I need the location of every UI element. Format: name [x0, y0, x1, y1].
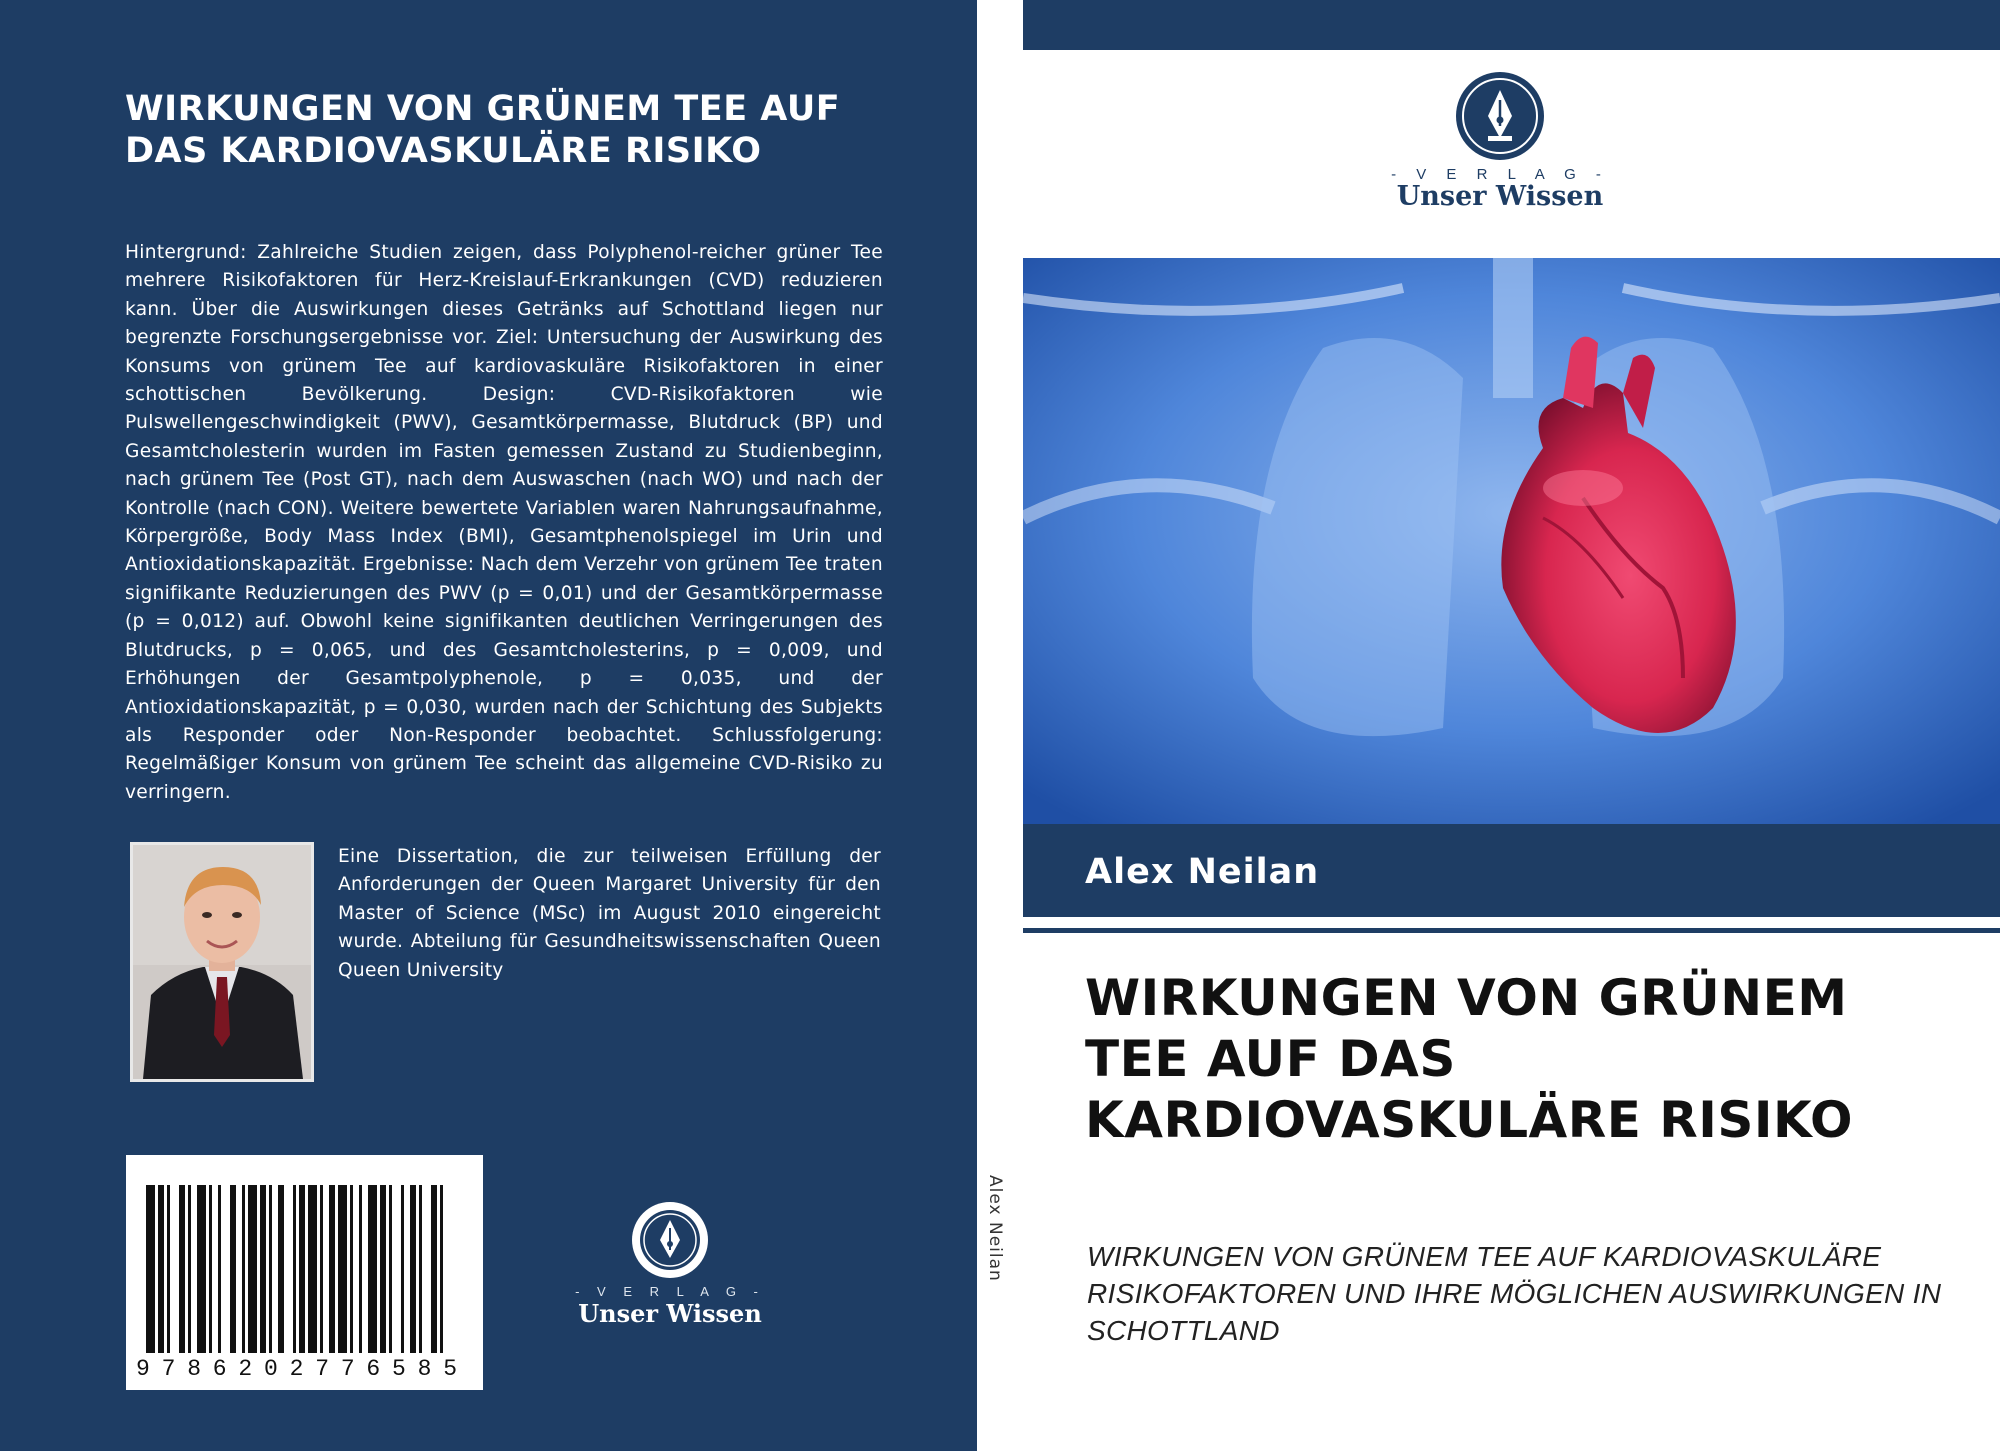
barcode-bars [126, 1155, 483, 1390]
back-cover-title: WIRKUNGEN VON GRÜNEM TEE AUF DAS KARDIOVASKULÄRE RISIKO [125, 89, 841, 171]
barcode-bar [146, 1185, 155, 1353]
front-top-bar [1023, 0, 2000, 50]
barcode-bar [440, 1185, 443, 1353]
pen-nib-seal-icon [1454, 70, 1546, 162]
barcode-bar [248, 1185, 257, 1353]
front-logo-name: Unser Wissen [1396, 181, 1604, 212]
front-publisher-logo [1390, 70, 1610, 212]
barcode-bar [299, 1185, 305, 1353]
barcode-bar [179, 1185, 185, 1353]
barcode-bar [329, 1185, 335, 1353]
barcode-bar [380, 1185, 386, 1353]
barcode-bar [293, 1185, 296, 1353]
author-bar [1023, 824, 2000, 917]
front-title: WIRKUNGEN VON GRÜNEM TEE AUF DAS KARDIOVASKULÄRE RISIKO [1085, 969, 1854, 1149]
barcode-bar [158, 1185, 164, 1353]
anatomical-heart-image [1023, 258, 2000, 824]
back-logo-verlag: - V E R L A G - [575, 1284, 765, 1299]
back-publisher-logo [565, 1200, 775, 1330]
barcode-bar [269, 1185, 272, 1353]
barcode-bar [209, 1185, 212, 1353]
barcode-bar [218, 1185, 221, 1353]
barcode-bar [197, 1185, 206, 1353]
barcode-bar [431, 1185, 437, 1353]
barcode-bar [368, 1185, 377, 1353]
front-subtitle: WIRKUNGEN VON GRÜNEM TEE AUF KARDIOVASKULÄRE RISIKOFAKTOREN UND IHRE MÖGLICHEN AUSWIRKUNGEN IN SCHOTTLAND [1087, 1241, 1942, 1346]
barcode [126, 1155, 483, 1390]
author-bio: Eine Dissertation, die zur teilweisen Erfüllung der Anforderungen der Queen Margaret University für den Master of Science (MSc) im August 2010 eingereicht wurde. Abteilung für Gesundheitswissenschaften Queen Queen University [338, 846, 881, 981]
spine-author: Alex Neilan [985, 1175, 1005, 1282]
barcode-bar [410, 1185, 416, 1353]
author-photo-image [133, 845, 311, 1079]
front-author-name: Alex Neilan [1085, 852, 1320, 892]
barcode-bar [350, 1185, 353, 1353]
pen-nib-seal-icon [630, 1200, 710, 1280]
cover-heart-illustration [1023, 258, 2000, 824]
barcode-bar [320, 1185, 323, 1353]
barcode-bar [338, 1185, 347, 1353]
barcode-bar [401, 1185, 404, 1353]
barcode-bar [242, 1185, 245, 1353]
barcode-bar [308, 1185, 317, 1353]
barcode-bar [419, 1185, 422, 1353]
barcode-bar [278, 1185, 284, 1353]
divider [1023, 928, 2000, 933]
back-cover [0, 0, 977, 1451]
isbn-digits: 9786202776585 [136, 1356, 469, 1382]
front-logo-verlag: - V E R L A G - [1391, 166, 1609, 183]
barcode-bar [260, 1185, 266, 1353]
barcode-bar [188, 1185, 191, 1353]
barcode-bar [230, 1185, 236, 1353]
back-cover-abstract: Hintergrund: Zahlreiche Studien zeigen, dass Polyphenol-reicher grüner Tee mehrere Risikofaktoren für Herz-Kreislauf-Erkrankungen (CVD) reduzieren kann. Über die Auswirkungen dieses Getränks auf Schottland liegen nur begrenzte Forschungsergebnisse vor. Ziel: Untersuchung der Auswirkung des Konsums von grünem Tee auf kardiovaskuläre Risikofaktoren in einer schottischen Bevölkerung. Design: CVD-Risikofaktoren wie Pulswellengeschwindigkeit (PWV), Gesamtkörpermasse, Blutdruck (BP) und Gesamtcholesterin wurden im Fasten gemessen Zustand zu Studienbeginn, nach grünem Tee (Post GT), nach dem Auswaschen (nach WO) und nach der Kontrolle (nach CON). Weitere bewertete Variablen waren Nahrungsaufnahme, Körpergröße, Body Mass Index (BMI), Gesamtphenolspiegel im Urin und Antioxidationskapazität. Ergebnisse: Nach dem Verzehr von grünem Tee traten signifikante Reduzierungen des PWV (p = 0,01) und der Gesamtkörpermasse (p = 0,012) auf. Obwohl keine signifikanten deutlichen Verringerungen des Blutdrucks, p = 0,065, und des Gesamtcholesterins, p = 0,009, und Erhöhungen der Gesamtpolyphenole, p = 0,035, und der Antioxidationskapazität, p = 0,030, wurden nach der Schichtung des Subjekts als Responder oder Non-Responder beobachtet. Schlussfolgerung: Regelmäßiger Konsum von grünem Tee scheint das allgemeine CVD-Risiko zu verringern. [125, 242, 883, 803]
barcode-bar [389, 1185, 392, 1353]
back-logo-name: Unser Wissen [578, 1299, 762, 1328]
barcode-bar [167, 1185, 170, 1353]
author-photo [130, 842, 314, 1082]
barcode-bar [359, 1185, 362, 1353]
